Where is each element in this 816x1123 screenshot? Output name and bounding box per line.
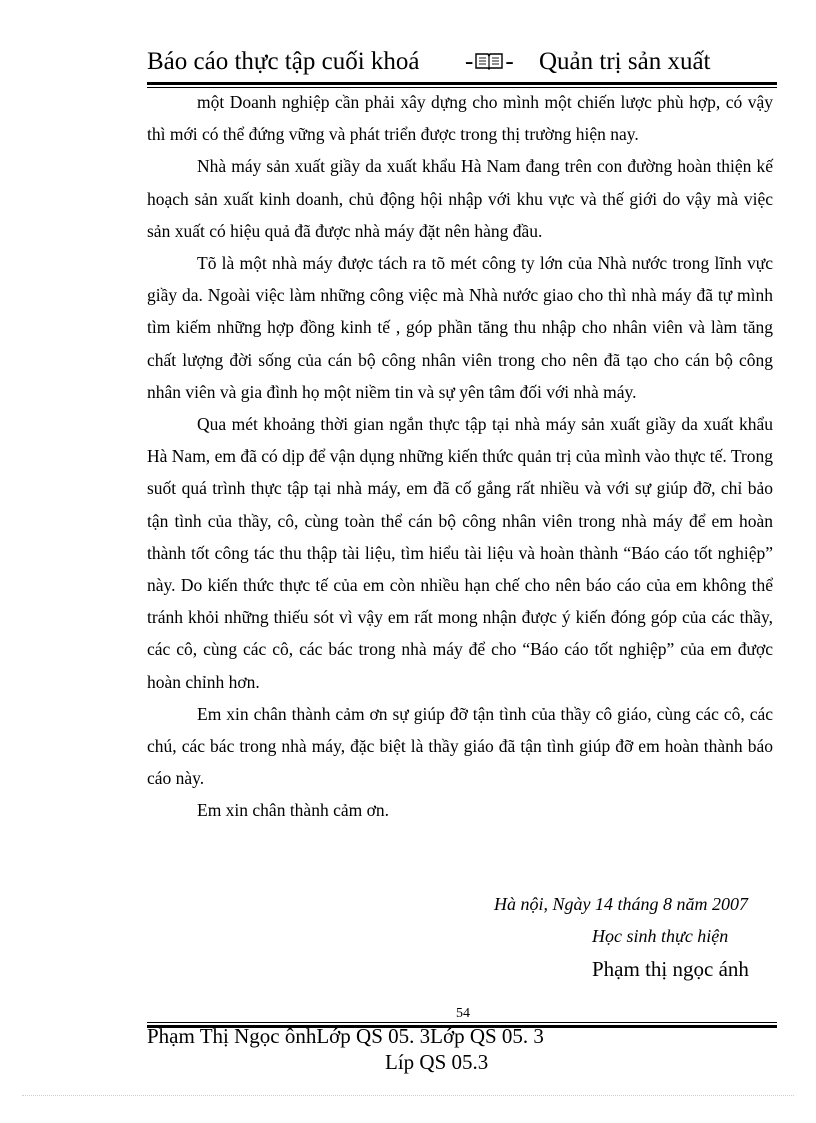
header-separator-left: - <box>465 48 474 75</box>
signature-date: Hà nội, Ngày 14 tháng 8 năm 2007 <box>494 894 748 914</box>
paragraph-1: một Doanh nghiệp cần phải xây dựng cho mình một chiến lược phù hợp, có vậy thì mới có thể đứng vững và phát triển được trong thị trường hiện nay. <box>147 92 773 145</box>
paragraph-3: Tõ là một nhà máy được tách ra tõ mét công ty lớn của Nhà nước trong lĩnh vực giầy da. Ngoài việc làm những công việc mà Nhà nước giao cho thì nhà máy đã tự mình tìm kiếm những hợp đồng kinh tế , góp phần tăng thu nhập cho nhân viên và làm tăng chất lượng đời sống của cán bộ công nhân viên trong cho nên đã tạo cho cán bộ công nhân viên và gia đình họ một niềm tin và sự yên tâm đối với nhà máy. <box>147 253 773 402</box>
paragraph-2: Nhà máy sản xuất giầy da xuất khẩu Hà Nam đang trên con đường hoàn thiện kế hoạch sản xuất kinh doanh, chủ động hội nhập với khu vực và thế giới do vậy mà việc sản xuất có hiệu quả đã được nhà máy đặt nên hàng đầu. <box>147 156 773 241</box>
page-header <box>147 48 777 84</box>
open-book-icon <box>475 49 503 67</box>
signature-role: Học sinh thực hiện <box>592 926 729 946</box>
header-subject: Quản trị sản xuất <box>539 48 711 75</box>
footer-author-class: Phạm Thị Ngọc ônhLớp QS 05. 3Lớp QS 05. 3 <box>147 1024 544 1048</box>
page-number: 54 <box>456 1006 470 1021</box>
page-bottom-divider <box>22 1095 794 1096</box>
header-title: Báo cáo thực tập cuối khoá <box>147 48 420 75</box>
paragraph-4: Qua mét khoảng thời gian ngắn thực tập tại nhà máy sản xuất giầy da xuất khẩu Hà Nam, em đã có dịp để vận dụng những kiến thức quản trị của mình vào thực tế. Trong suốt quá trình thực tập tại nhà máy, em đã cố gắng rất nhiều và với sự giúp đỡ, chỉ bảo tận tình của thầy, cô, cùng toàn thể cán bộ công nhân viên trong nhà máy để em hoàn thành tốt công tác thu thập tài liệu, tìm hiểu tài liệu và hoàn thành “Báo cáo tốt nghiệp” này. Do kiến thức thực tế của em còn nhiều hạn chế cho nên báo cáo của em không thể tránh khỏi những thiếu sót vì vậy em rất mong nhận được ý kiến đóng góp của các thầy, các cô, cùng các cô, các bác trong nhà máy để cho “Báo cáo tốt nghiệp” của em được hoàn chỉnh hơn. <box>147 414 773 692</box>
report-body <box>147 86 773 827</box>
header-separator-right: - <box>505 48 514 75</box>
paragraph-5: Em xin chân thành cảm ơn sự giúp đỡ tận tình của thầy cô giáo, cùng các cô, các chú, các bác trong nhà máy, đặc biệt là thầy giáo đã tận tình giúp đỡ em hoàn thành báo cáo này. <box>147 703 773 789</box>
signature-name: Phạm thị ngọc ánh <box>592 957 749 981</box>
footer-class: Líp QS 05.3 <box>385 1050 489 1074</box>
paragraph-6: Em xin chân thành cảm ơn. <box>197 800 389 821</box>
header-rule-thick <box>147 82 777 85</box>
header-separator <box>465 48 514 76</box>
footer-rule-thin <box>147 1022 777 1023</box>
